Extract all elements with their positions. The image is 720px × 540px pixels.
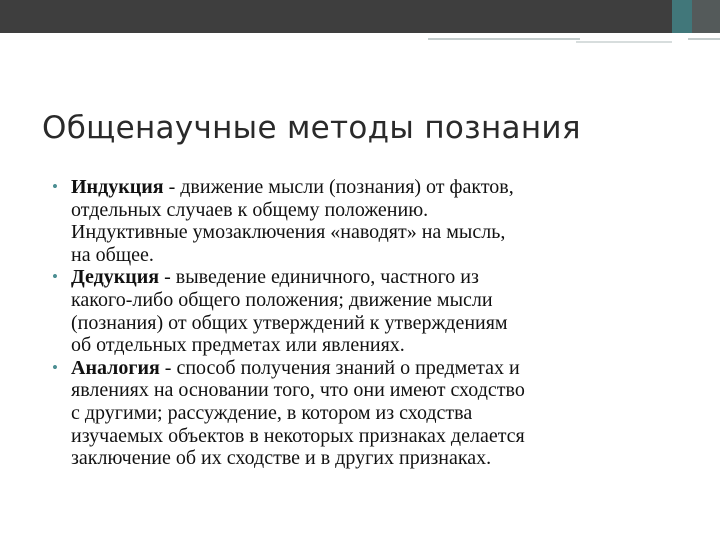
top-band [0, 0, 720, 33]
decorative-rule [576, 41, 672, 43]
accent-band-teal [672, 0, 692, 33]
text-line: заключение об их сходстве и в других признаках. [71, 447, 492, 470]
text-line [71, 176, 690, 199]
term-label: Индукция [71, 176, 164, 198]
bullet-icon: • [52, 177, 58, 196]
bullet-icon: • [52, 357, 58, 377]
text-line: на общее. [71, 243, 154, 266]
text-line: Индуктивные умозаключения «наводят» на мысль, [71, 221, 506, 244]
text-line: (познания) от общих утверждений к утверждениям [71, 311, 508, 334]
accent-band-gray [692, 0, 720, 33]
text-line: с другими; рассуждение, в котором из сходства [71, 401, 473, 424]
term-label: Дедукция [71, 266, 160, 289]
bullet-list [50, 176, 690, 470]
definition-text: - движение мысли (познания) от фактов, [163, 176, 514, 198]
term-label: Аналогия [71, 356, 160, 379]
text-line: какого-либо общего положения; движение мысли [71, 288, 493, 311]
list-item-induction [50, 176, 690, 266]
text-line: изучаемых объектов в некоторых признаках делается [71, 424, 525, 447]
list-item-deduction [50, 266, 690, 356]
slide-title: Общенаучные методы познания [42, 110, 581, 146]
text-line: об отдельных предметах или явлениях. [71, 334, 405, 357]
bullet-icon: • [52, 267, 58, 287]
decorative-rule [428, 38, 580, 40]
text-line [71, 266, 690, 289]
decorative-rule [688, 38, 720, 40]
text-line [71, 357, 690, 380]
text-line: явлениях на основании того, что они имеют сходство [71, 379, 525, 402]
list-item-analogy [50, 357, 690, 470]
text-line: отдельных случаев к общему положению. [71, 198, 429, 221]
definition-text: - способ получения знаний о предметах и [159, 356, 520, 379]
definition-text: - выведение единичного, частного из [159, 266, 479, 289]
